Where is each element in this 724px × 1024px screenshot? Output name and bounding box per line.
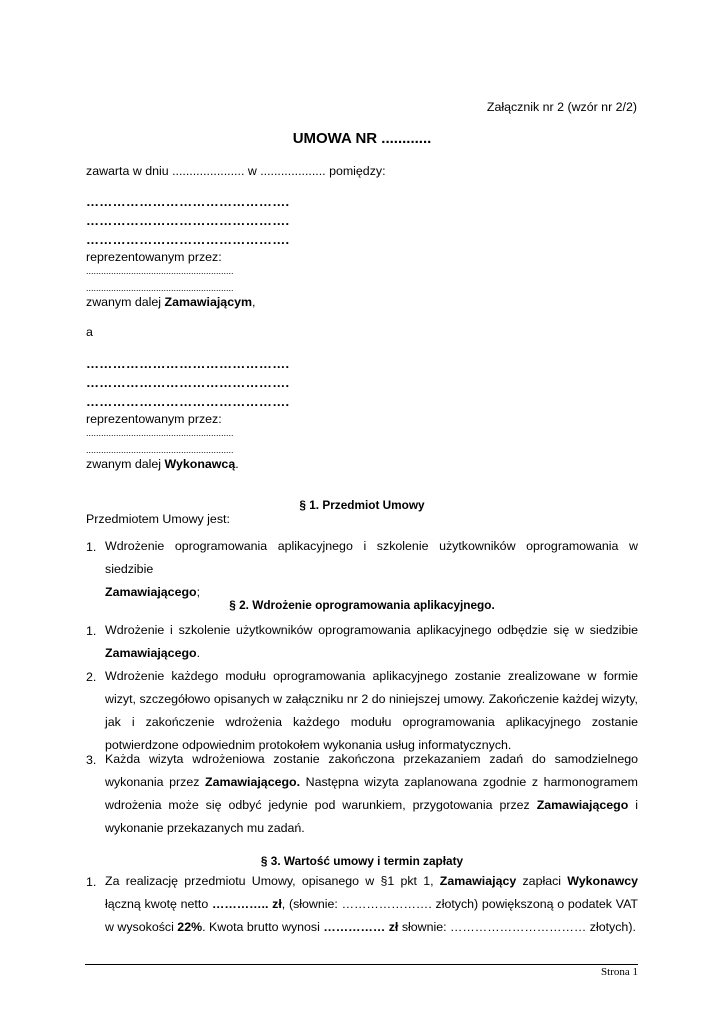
section1-item1: Wdrożenie oprogramowania aplikacyjnego i szkolenie użytkowników oprogramowania w siedzibie Zamawiającego;	[105, 539, 638, 599]
party2-represented-label: reprezentowanym przez:	[86, 412, 222, 426]
annex-label: Załącznik nr 2 (wzór nr 2/2)	[486, 100, 637, 114]
party1-dots-2: ……………………………………….	[86, 213, 290, 228]
page-number: Strona 1	[601, 966, 638, 978]
party2-dots-2: ……………………………………….	[86, 375, 290, 390]
section2-item2: Wdrożenie każdego modułu oprogramowania aplikacyjnego zostanie zrealizowane w formie wizyt, szczegółowo opisanych w załączniku nr 2 do niniejszej umowy. Zakończenie każdej wizyty, jak i zakończenie wdrożenia każdego modułu oprogramowania aplikacyjnego zostanie potwierdzone odpowiednim protokołem wykonania usług informatycznych.	[105, 669, 638, 752]
section1-lead: Przedmiotem Umowy jest:	[86, 512, 230, 526]
contract-title: UMOWA NR ............	[292, 130, 432, 147]
section3-heading: § 3. Wartość umowy i termin zapłaty	[260, 854, 464, 868]
party2-rep-dots-2: ...........................................................	[86, 445, 234, 455]
party2-name: Wykonawcą	[164, 457, 236, 471]
party1-dots-3: ……………………………………….	[86, 232, 290, 247]
party1-name: Zamawiającym	[164, 295, 252, 309]
section1-item1-number: 1.	[86, 540, 97, 554]
footer-divider	[85, 964, 638, 965]
party2-called: zwanym dalej Wykonawcą.	[86, 457, 239, 471]
section1-heading: § 1. Przedmiot Umowy	[299, 498, 425, 512]
section3-item1: Za realizację przedmiotu Umowy, opisanego w §1 pkt 1, Zamawiający zapłaci Wykonawcy łączną kwotę netto ………….. zł, (słownie: …………………. złotych) powiększoną o podatek VAT w wysokości 22%. Kwota brutto wynosi …………… zł słownie: …………………………… złotych).	[105, 874, 638, 934]
party2-rep-dots-1: ...........................................................	[86, 428, 234, 438]
section2-item2-number: 2.	[86, 670, 97, 684]
party2-dots-1: ……………………………………….	[86, 356, 290, 371]
party1-dots-1: ……………………………………….	[86, 194, 290, 209]
section2-item1: Wdrożenie i szkolenie użytkowników oprogramowania aplikacyjnego odbędzie się w siedzibie Zamawiającego.	[105, 623, 638, 660]
party1-rep-dots-1: ...........................................................	[86, 266, 234, 276]
section2-item3-number: 3.	[86, 753, 97, 767]
and-word: a	[86, 325, 93, 339]
section2-item1-number: 1.	[86, 624, 97, 638]
party1-rep-dots-2: ...........................................................	[86, 283, 234, 293]
section2-heading: § 2. Wdrożenie oprogramowania aplikacyjnego.	[229, 598, 495, 612]
party1-represented-label: reprezentowanym przez:	[86, 250, 222, 264]
intro-line: zawarta w dniu ..................... w ................... pomiędzy:	[86, 164, 386, 178]
party1-called: zwanym dalej Zamawiającym,	[86, 295, 256, 309]
section2-item3: Każda wizyta wdrożeniowa zostanie zakończona przekazaniem zadań do samodzielnego wykonania przez Zamawiającego. Następna wizyta zaplanowana zgodnie z harmonogramem wdrożenia może się odbyć jedynie pod warunkiem, przygotowania przez Zamawiającego i wykonanie przekazanych mu zadań.	[105, 752, 638, 835]
section3-item1-number: 1.	[86, 875, 97, 889]
party2-dots-3: ……………………………………….	[86, 394, 290, 409]
